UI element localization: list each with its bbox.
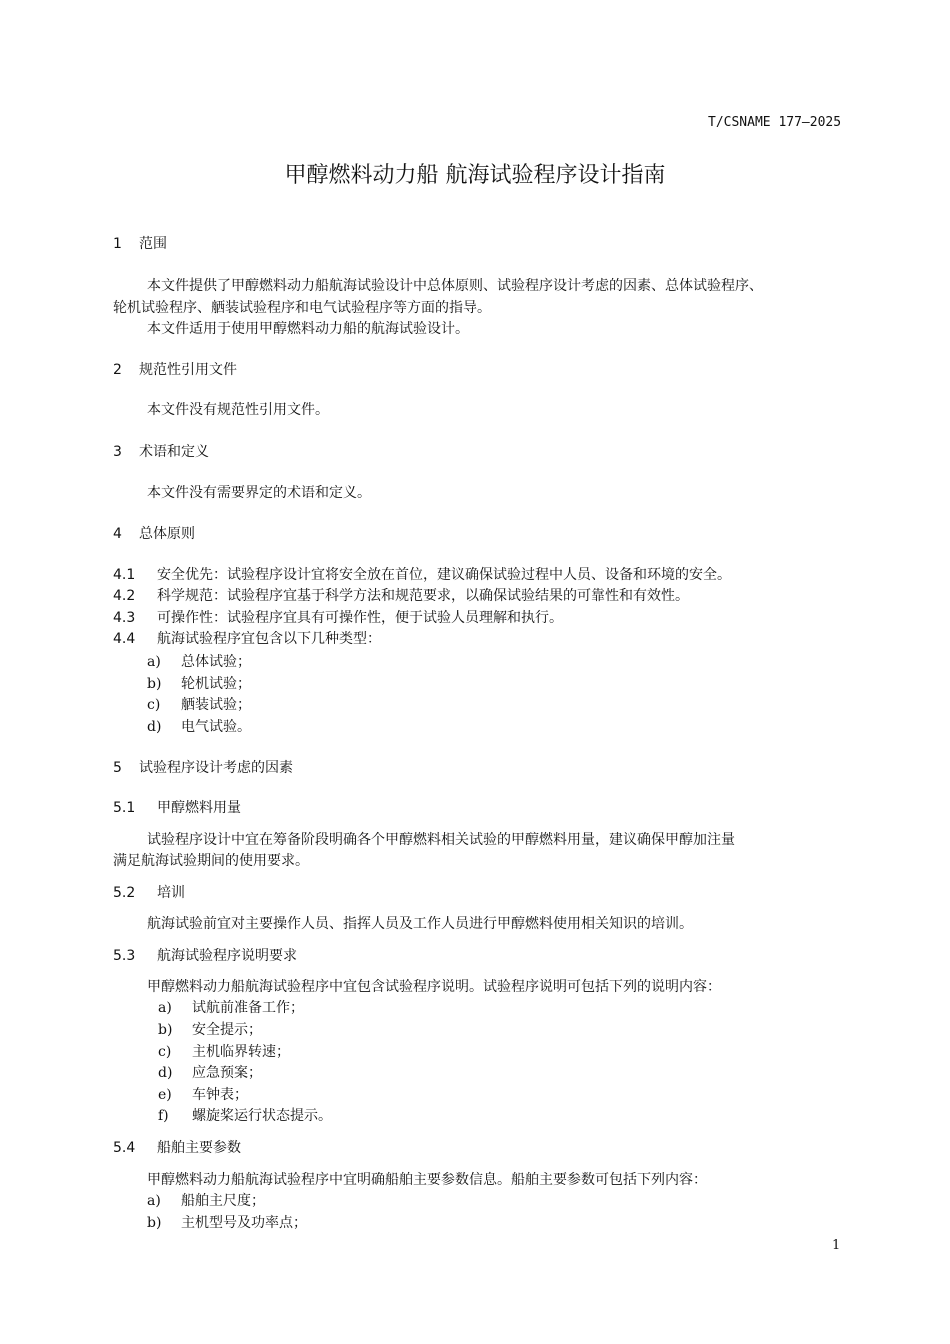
section-number: 1 xyxy=(113,236,122,252)
section-title: 范围 xyxy=(139,236,167,252)
list-item xyxy=(158,1062,262,1082)
paragraph: 本文件提供了甲醇燃料动力船航海试验设计中总体原则、试验程序设计考虑的因素、总体试验程序、 xyxy=(147,278,763,294)
section-1-heading xyxy=(113,233,167,253)
section-2-heading xyxy=(113,359,237,379)
list-marker: a) xyxy=(147,654,161,670)
subsection-number: 5.4 xyxy=(113,1140,136,1156)
list-text: 主机型号及功率点； xyxy=(181,1215,307,1231)
section-number: 2 xyxy=(113,362,122,378)
page-number: 1 xyxy=(832,1238,841,1253)
list-text: 应急预案； xyxy=(192,1065,262,1081)
list-item xyxy=(147,1190,265,1210)
subsection-title: 培训 xyxy=(157,885,185,901)
paragraph: 本文件适用于使用甲醇燃料动力船的航海试验设计。 xyxy=(147,321,469,337)
section-4-heading xyxy=(113,523,195,543)
list-text: 安全提示； xyxy=(192,1022,262,1038)
paragraph: 航海试验前宜对主要操作人员、指挥人员及工作人员进行甲醇燃料使用相关知识的培训。 xyxy=(147,916,693,932)
subsection-title: 船舶主要参数 xyxy=(157,1140,241,1156)
section-number: 4 xyxy=(113,526,122,542)
clause-4-4 xyxy=(113,628,381,648)
clause-4-1 xyxy=(113,564,731,584)
list-marker: d) xyxy=(147,719,162,735)
section-title: 规范性引用文件 xyxy=(139,362,237,378)
section-title: 试验程序设计考虑的因素 xyxy=(139,760,293,776)
list-marker: d) xyxy=(158,1065,173,1081)
paragraph: 满足航海试验期间的使用要求。 xyxy=(113,853,309,869)
subsection-number: 5.1 xyxy=(113,800,136,816)
list-item xyxy=(158,1084,248,1104)
list-marker: c) xyxy=(158,1044,172,1060)
clause-number: 4.4 xyxy=(113,631,136,647)
section-number: 5 xyxy=(113,760,122,776)
clause-text: 安全优先：试验程序设计宜将安全放在首位，建议确保试验过程中人员、设备和环境的安全。 xyxy=(157,567,731,583)
list-text: 螺旋桨运行状态提示。 xyxy=(192,1108,332,1124)
list-item xyxy=(158,1041,290,1061)
list-text: 船舶主尺度； xyxy=(181,1193,265,1209)
clause-4-3 xyxy=(113,607,563,627)
list-marker: a) xyxy=(147,1193,161,1209)
list-text: 电气试验。 xyxy=(181,719,251,735)
list-item xyxy=(147,694,251,714)
list-text: 轮机试验； xyxy=(181,676,251,692)
section-number: 3 xyxy=(113,444,122,460)
clause-number: 4.2 xyxy=(113,588,136,604)
list-marker: e) xyxy=(158,1087,172,1103)
clause-text: 航海试验程序宜包含以下几种类型： xyxy=(157,631,381,647)
list-item xyxy=(158,997,304,1017)
list-marker: b) xyxy=(147,676,162,692)
paragraph: 甲醇燃料动力船航海试验程序中宜明确船舶主要参数信息。船舶主要参数可包括下列内容： xyxy=(147,1172,707,1188)
section-title: 术语和定义 xyxy=(139,444,209,460)
subsection-5-3-heading xyxy=(113,945,297,965)
list-marker: c) xyxy=(147,697,161,713)
subsection-title: 航海试验程序说明要求 xyxy=(157,948,297,964)
clause-number: 4.1 xyxy=(113,567,136,583)
section-5-heading xyxy=(113,757,293,777)
list-text: 试航前准备工作； xyxy=(192,1000,304,1016)
list-marker: f) xyxy=(158,1108,169,1124)
list-item xyxy=(147,716,251,736)
paragraph: 甲醇燃料动力船航海试验程序中宜包含试验程序说明。试验程序说明可包括下列的说明内容： xyxy=(147,979,721,995)
subsection-5-4-heading xyxy=(113,1137,241,1157)
list-text: 主机临界转速； xyxy=(192,1044,290,1060)
paragraph: 本文件没有需要界定的术语和定义。 xyxy=(147,485,371,501)
subsection-5-2-heading xyxy=(113,882,185,902)
list-item xyxy=(147,651,251,671)
list-text: 舾装试验； xyxy=(181,697,251,713)
paragraph: 试验程序设计中宜在筹备阶段明确各个甲醇燃料相关试验的甲醇燃料用量，建议确保甲醇加注量 xyxy=(147,832,735,848)
list-item xyxy=(158,1105,332,1125)
subsection-5-1-heading xyxy=(113,797,241,817)
clause-text: 科学规范：试验程序宜基于科学方法和规范要求，以确保试验结果的可靠性和有效性。 xyxy=(157,588,689,604)
list-item xyxy=(147,1212,307,1232)
section-3-heading xyxy=(113,441,209,461)
standard-number: T/CSNAME 177—2025 xyxy=(708,115,842,130)
clause-4-2 xyxy=(113,585,689,605)
subsection-number: 5.2 xyxy=(113,885,136,901)
list-text: 总体试验； xyxy=(181,654,251,670)
paragraph: 轮机试验程序、舾装试验程序和电气试验程序等方面的指导。 xyxy=(113,300,491,316)
clause-text: 可操作性：试验程序宜具有可操作性，便于试验人员理解和执行。 xyxy=(157,610,563,626)
section-title: 总体原则 xyxy=(139,526,195,542)
list-text: 车钟表； xyxy=(192,1087,248,1103)
subsection-title: 甲醇燃料用量 xyxy=(157,800,241,816)
list-item xyxy=(147,673,251,693)
document-title: 甲醇燃料动力船 航海试验程序设计指南 xyxy=(284,163,666,188)
list-marker: a) xyxy=(158,1000,172,1016)
subsection-number: 5.3 xyxy=(113,948,136,964)
list-item xyxy=(158,1019,262,1039)
list-marker: b) xyxy=(158,1022,173,1038)
clause-number: 4.3 xyxy=(113,610,136,626)
list-marker: b) xyxy=(147,1215,162,1231)
paragraph: 本文件没有规范性引用文件。 xyxy=(147,402,329,418)
